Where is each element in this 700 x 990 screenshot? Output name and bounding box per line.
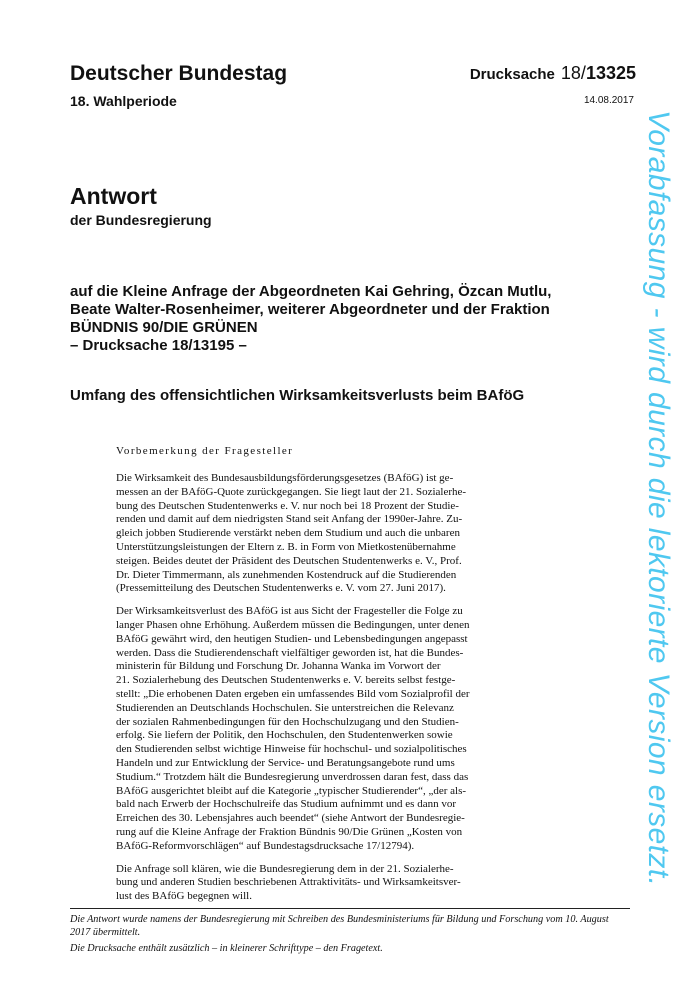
drucksache-prefix: 18/ <box>560 63 586 83</box>
text-line: 21. Sozialerhebung des Deutschen Studentenwerks e. V. bereits selbst festge- <box>116 674 456 687</box>
drucksache-number <box>470 63 636 84</box>
text-line: lust des BAföG begegnen will. <box>116 890 252 903</box>
answer-title: Antwort <box>70 183 157 209</box>
text-line: gleich jobben Studierende verstärkt neben dem Studium und auch die unbaren <box>116 527 460 540</box>
text-line: Der Wirksamkeitsverlust des BAföG ist aus Sicht der Fragesteller die Folge zu <box>116 605 463 618</box>
text-line: werden. Dass die Studierendenschaft vielfältiger geworden ist, hat die Bundes- <box>116 646 464 659</box>
text-line: den Studierenden selbst wichtige Hinweise für hochschul- und sozialpolitisches <box>116 743 467 756</box>
drucksache-label: Drucksache <box>469 66 555 83</box>
inquiry-line: Beate Walter-Rosenheimer, weiterer Abgeordneter und der Fraktion <box>70 301 550 318</box>
inquiry-reference <box>70 283 590 355</box>
text-line: Die Wirksamkeit des Bundesausbildungsförderungsgesetzes (BAföG) ist ge- <box>116 472 454 484</box>
text-line: Unterstützungsleistungen der Eltern z. B. in Form von Mietkostenübernahme <box>116 540 456 553</box>
institution-name: Deutscher Bundestag <box>70 62 288 85</box>
text-line: bald nach Erwerb der Hochschulreife das Studium aufnimmt und es dann vor <box>116 798 456 811</box>
text-line: messen an der BAföG-Quote zurückgegangen. Sie liegt laut der 21. Sozialerhe- <box>116 485 467 498</box>
footnotes <box>70 914 630 960</box>
footnote: Die Drucksache enthält zusätzlich – in kleinerer Schrifttype – den Fragetext. <box>70 943 383 954</box>
text-line: erfolg. Sie liefern der Politik, den Hochschulen, den Studentenwerken sowie <box>116 729 453 742</box>
text-line: Erreichen des 30. Lebensjahres auch beendet“ (siehe Antwort der Bundesregie- <box>116 812 465 825</box>
text-line: bung des Deutschen Studentenwerks e. V. nur noch bei 18 Prozent der Studie- <box>116 499 459 512</box>
preliminary-heading: Vorbemerkung der Fragesteller <box>116 445 294 457</box>
text-line: rung auf die Kleine Anfrage der Fraktion Bündnis 90/Die Grünen „Kosten von <box>116 825 463 838</box>
text-line: ministerin für Bildung und Forschung Dr. Johanna Wanka im Vorwort der <box>116 660 441 673</box>
text-line: renden und damit auf dem niedrigsten Stand seit Anfang der 1990er-Jahre. Zu- <box>116 513 463 526</box>
inquiry-line: BÜNDNIS 90/DIE GRÜNEN <box>70 319 258 336</box>
answer-subtitle: der Bundesregierung <box>70 212 212 228</box>
text-line: stellt: „Die erhobenen Daten ergeben ein umfassendes Bild vom Sozialprofil der <box>116 687 470 700</box>
text-line: BAföG-Reformvorschlägen“ auf Bundestagsdrucksache 17/12794). <box>116 839 415 852</box>
legislative-period: 18. Wahlperiode <box>70 93 177 109</box>
text-line: Dr. Dieter Timmermann, als zunehmenden Kostendruck auf die Studierenden <box>116 568 457 581</box>
document-date: 14.08.2017 <box>583 95 634 106</box>
text-line: Handeln und zur Entwicklung der Service- und Beratungsangebote rund ums <box>116 756 455 769</box>
topic-title: Umfang des offensichtlichen Wirksamkeitsverlusts beim BAföG <box>70 387 525 404</box>
inquiry-line: auf die Kleine Anfrage der Abgeordneten Kai Gehring, Özcan Mutlu, <box>70 283 552 300</box>
footnote: Die Antwort wurde namens der Bundesregierung mit Schreiben des Bundesministeriums für Bildung und Forschung vom 10. August 2017 übermittelt. <box>70 914 609 938</box>
drucksache-num: 13325 <box>585 63 636 83</box>
text-line: Die Anfrage soll klären, wie die Bundesregierung dem in der 21. Sozialerhe- <box>116 862 454 875</box>
footnote-divider <box>70 908 630 909</box>
text-line: (Pressemitteilung des Deutschen Studentenwerks e. V. vom 27. Juni 2017). <box>116 582 446 595</box>
text-line: langer Phasen ohne Erhöhung. Außerdem müssen die Bedingungen, unter denen <box>116 618 470 631</box>
text-line: bung und anderen Studien beschriebenen Attraktivitäts- und Wirksamkeitsver- <box>116 876 461 889</box>
inquiry-line: – Drucksache 18/13195 – <box>70 337 247 354</box>
draft-watermark: Vorabfassung - wird durch die lektorierte Version ersetzt. <box>642 110 675 887</box>
text-line: Studierenden an Deutschlands Hochschulen. Sie unterstreichen die Relevanz <box>116 701 454 714</box>
text-line: steigen. Beides deutet der Präsident des Deutschen Studentenwerks e. V., Prof. <box>116 554 462 567</box>
text-line: BAföG ausgerichtet bleibt auf die Kategorie „typischer Studierender“, „der als- <box>116 784 467 797</box>
text-line: der sozialen Rahmenbedingungen für den Hochschulzugang und den Studien- <box>116 715 459 728</box>
text-line: Studium.“ Trotzdem hält die Bundesregierung unverdrossen daran fest, dass das <box>116 770 469 783</box>
preliminary-body <box>116 463 488 913</box>
text-line: BAföG gewährt wird, den heutigen Studien- und Lebensbedingungen angepasst <box>116 632 468 645</box>
